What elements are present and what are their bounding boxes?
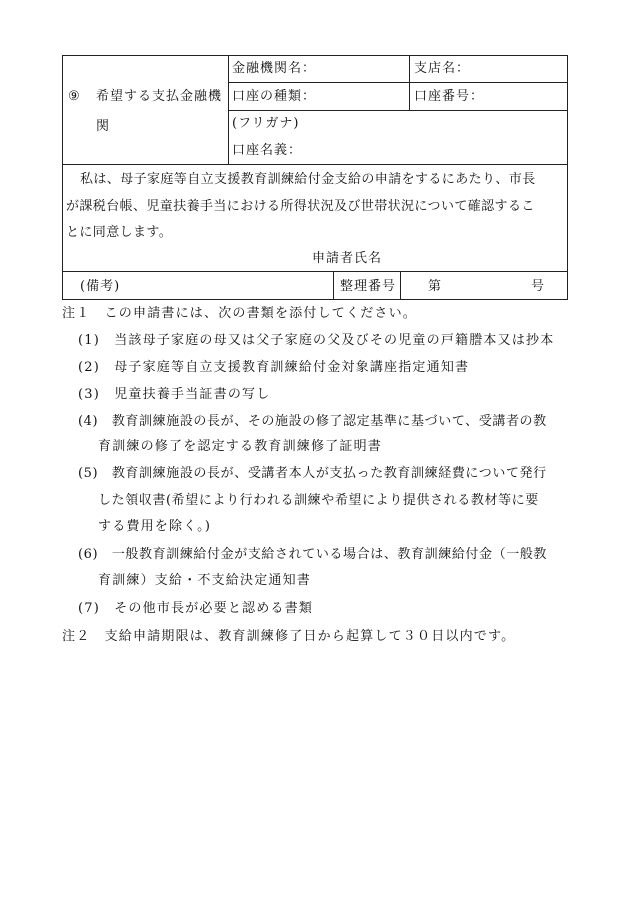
payment-institution-label-cont: 関 — [96, 119, 111, 134]
remarks-label: (備考) — [80, 279, 121, 294]
note1-title: 注１ この申請書には、次の書類を添付してください。 — [62, 306, 418, 321]
control-number-prefix: 第 — [428, 279, 443, 294]
table-border-left — [62, 55, 63, 300]
payment-institution-label: 希望する支払金融機 — [96, 89, 223, 104]
table-border-label-divider — [228, 55, 229, 165]
note-item: (1) 当該母子家庭の母又は父子家庭の父及びその児童の戸籍謄本又は抄本 — [78, 333, 555, 348]
consent-text-line2: が課税台帳、児童扶養手当における所得状況及び世帯状況について確認するこ — [66, 199, 535, 214]
table-border-top — [62, 55, 568, 56]
note-item-cont: 育訓練の修了を認定する教育訓練修了証明書 — [98, 439, 383, 454]
table-border-remarks-divider — [333, 271, 334, 300]
table-border-row1 — [228, 82, 568, 83]
note-item: (3) 児童扶養手当証書の写し — [78, 387, 271, 402]
consent-text-line1: 私は、母子家庭等自立支援教育訓練給付金支給の申請をするにあたり、市長 — [80, 172, 536, 187]
note-item: (2) 母子家庭等自立支援教育訓練給付金対象講座指定通知書 — [78, 360, 470, 375]
note2-deadline: 注２ 支給申請期限は、教育訓練修了日から起算して３０日以内です。 — [62, 629, 516, 644]
note-item-cont: する費用を除く。) — [98, 519, 212, 534]
note-item-cont: 育訓練）支給・不支給決定通知書 — [98, 573, 312, 588]
table-border-right — [567, 55, 568, 300]
note-item: (6) 一般教育訓練給付金が支給されている場合は、教育訓練給付金（一般教 — [78, 547, 548, 562]
item-number: ⑨ — [68, 89, 81, 104]
note-item: (4) 教育訓練施設の長が、その施設の修了認定基準に基づいて、受講者の教 — [78, 414, 547, 429]
table-border-bottom — [62, 299, 568, 300]
control-number-label: 整理番号 — [340, 279, 397, 294]
table-border-row2 — [228, 110, 568, 111]
account-holder-label: 口座名義： — [232, 143, 303, 158]
account-number-label: 口座番号： — [414, 89, 485, 104]
table-border-branch-divider — [409, 55, 410, 111]
furigana-label: (フリガナ) — [232, 116, 300, 131]
consent-text-line3: とに同意します。 — [66, 225, 173, 240]
note-item: (5) 教育訓練施設の長が、受講者本人が支払った教育訓練経費について発行 — [78, 466, 547, 481]
control-number-suffix: 号 — [531, 279, 546, 294]
branch-name-label: 支店名： — [414, 61, 471, 76]
table-border-consent-bottom — [62, 271, 568, 272]
note-item: (7) その他市長が必要と認める書類 — [78, 601, 314, 616]
note-item-cont: した領収書(希望により行われる訓練や希望により提供される教材等に要 — [98, 493, 539, 508]
table-border-bank-bottom — [62, 164, 568, 165]
account-type-label: 口座の種類： — [232, 89, 317, 104]
institution-name-label: 金融機関名： — [232, 61, 317, 76]
applicant-name-label: 申請者氏名 — [312, 251, 383, 266]
table-border-control-divider — [400, 271, 401, 300]
